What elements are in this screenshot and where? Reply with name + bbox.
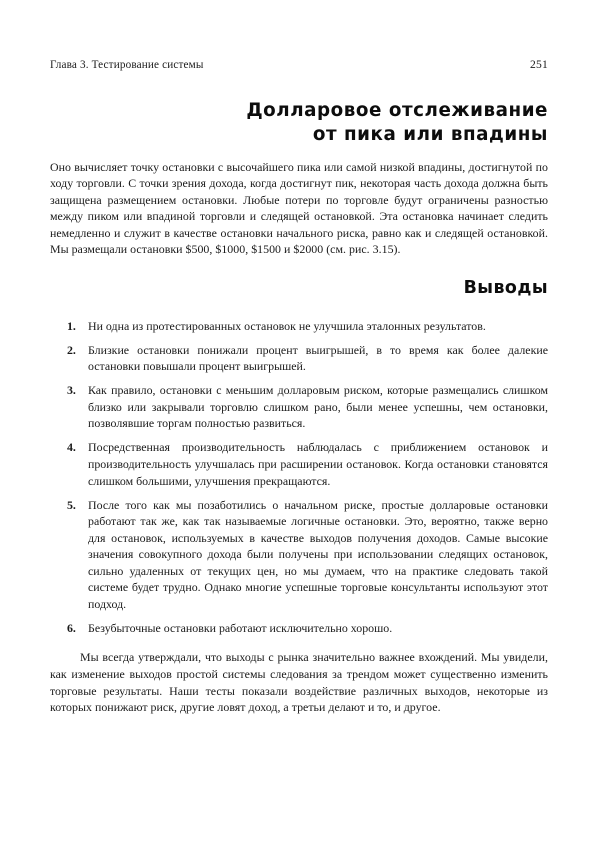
list-item-text: Ни одна из протестированных остановок не улучшила эталонных результатов. (88, 318, 486, 333)
list-item (50, 382, 548, 432)
page-content (50, 58, 548, 728)
closing-paragraph: Мы всегда утверждали, что выходы с рынка значительно важнее вхождений. Мы увидели, как изменение выходов простой системы следования за трендом может существенно изменить торговые результаты. Наши тесты показали воздействие различных выходов, некоторые из которых понижают риск, другие ловят доход, а третьи делают и то, и другое. (50, 650, 548, 715)
findings-list (50, 318, 548, 637)
list-item (50, 497, 548, 613)
list-item-number: 6. (67, 620, 76, 635)
list-item-number: 1. (67, 318, 76, 333)
intro-paragraph: Оно вычисляет точку остановки с высочайшего пика или самой низкой впадины, достигнутой по ходу торговли. С точки зрения дохода, когда достигнут пик, некоторая часть дохода должна быть защищена размещением остановки. Любые потери по торговле будут ограничены разностью между пиком или впадиной торговли и следящей остановкой. Эта остановка начинает следить немедленно и служит в качестве остановки начального риска, равно как и следящей остановкой. Мы размещали остановки $500, $1000, $1500 и $2000 (см. рис. 3.15). (50, 159, 548, 257)
list-item (50, 620, 548, 637)
closing-block (50, 649, 548, 715)
section-display-heading (50, 99, 548, 146)
list-item-text: Как правило, остановки с меньшим долларовым риском, которые размещались слишком близко или закрывали торговлю слишком рано, были менее успешны, чем остановки, позволявшие торгам полностью развиться. (88, 383, 548, 431)
heading-line-2: от пика или впадины (312, 123, 548, 145)
page-number: 251 (530, 58, 548, 71)
running-head (50, 58, 548, 72)
list-item-text: Посредственная производительность наблюдалась с приближением остановок и производительность улучшалась при расширении остановок. Когда остановки становятся слишком большими, улучшения прекращаются. (88, 440, 548, 488)
list-item-number: 3. (67, 383, 76, 398)
list-item-number: 4. (67, 440, 76, 455)
conclusions-heading: Выводы (463, 277, 548, 298)
list-item-text: После того как мы позаботились о начальном риске, простые долларовые остановки работают так же, как так называемые логичные остановки. Это, вероятно, также верно для остановок, используемых в качестве выходов получения доходов. Самые высокие значения совокупного дохода были получены при использовании следящих остановок, сильно удаленных от текущих цен, но мы думаем, что на практике следовать такой системе будет трудно. Однако многие успешные торговые консультанты используют этот подход. (88, 497, 548, 611)
list-item-number: 5. (67, 497, 76, 512)
list-item (50, 342, 548, 375)
list-item-text: Близкие остановки понижали процент выигрышей, в то время как более далекие остановки повышали процент выигрышей. (88, 342, 548, 374)
list-item-number: 2. (67, 342, 76, 357)
list-item-text: Безубыточные остановки работают исключительно хорошо. (88, 620, 393, 635)
list-item (50, 318, 548, 335)
chapter-title: Глава 3. Тестирование системы (50, 59, 204, 71)
list-item (50, 439, 548, 489)
heading-line-1: Долларовое отслеживание (246, 100, 548, 122)
